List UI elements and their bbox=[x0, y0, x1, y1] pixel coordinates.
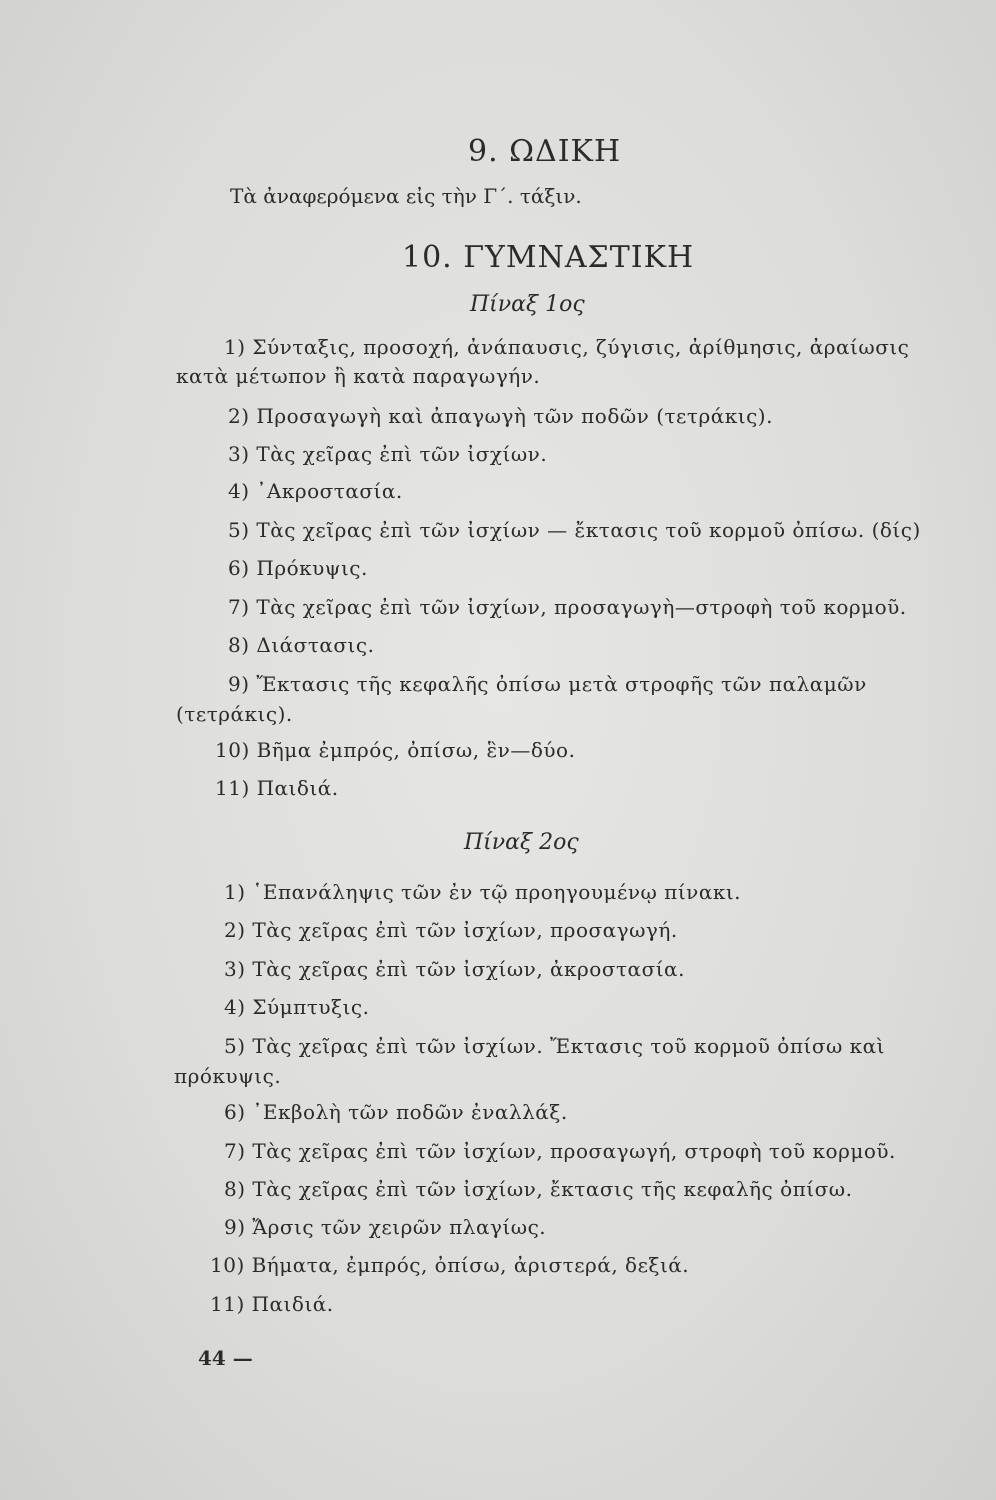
table-1-title: Πίναξ 1ος bbox=[470, 292, 585, 317]
table-2-line: 11) Παιδιά. bbox=[210, 1292, 334, 1316]
table-1-line: 5) Τὰς χεῖρας ἐπὶ τῶν ἰσχίων — ἔκτασις τοῦ κορμοῦ ὀπίσω. (δίς) bbox=[228, 518, 921, 542]
table-2-line: 5) Τὰς χεῖρας ἐπὶ τῶν ἰσχίων. Ἔκτασις τοῦ κορμοῦ ὀπίσω καὶ bbox=[224, 1034, 885, 1058]
section-9-title: 9. ΩΔΙΚΗ bbox=[468, 134, 622, 169]
table-1-line: 4) ᾿Ακροστασία. bbox=[228, 479, 403, 503]
table-1-line: 7) Τὰς χεῖρας ἐπὶ τῶν ἰσχίων, προσαγωγὴ—στροφὴ τοῦ κορμοῦ. bbox=[228, 595, 907, 619]
table-1-line: 1) Σύνταξις, προσοχή, ἀνάπαυσις, ζύγισις, ἀρίθμησις, ἀραίωσις bbox=[224, 335, 910, 359]
table-1-line: κατὰ μέτωπον ἢ κατὰ παραγωγήν. bbox=[176, 364, 541, 388]
table-1-line: 6) Πρόκυψις. bbox=[228, 556, 368, 580]
table-1-line: 2) Προσαγωγὴ καὶ ἀπαγωγὴ τῶν ποδῶν (τετράκις). bbox=[228, 404, 773, 428]
table-2-line: 3) Τὰς χεῖρας ἐπὶ τῶν ἰσχίων, ἀκροστασία. bbox=[224, 957, 685, 981]
table-1-line: 11) Παιδιά. bbox=[215, 776, 339, 800]
table-2-line: πρόκυψις. bbox=[174, 1064, 282, 1088]
table-2-line: 4) Σύμπτυξις. bbox=[224, 995, 370, 1019]
table-2-title: Πίναξ 2ος bbox=[464, 830, 579, 855]
table-2-line: 6) ᾿Εκβολὴ τῶν ποδῶν ἐναλλάξ. bbox=[224, 1100, 568, 1124]
table-1-line: 9) Ἔκτασις τῆς κεφαλῆς ὀπίσω μετὰ στροφῆς τῶν παλαμῶν bbox=[228, 672, 867, 696]
table-2-line: 1) ῾Επανάληψις τῶν ἐν τῷ προηγουμένῳ πίνακι. bbox=[224, 880, 742, 904]
table-2-line: 10) Βήματα, ἐμπρός, ὀπίσω, ἀριστερά, δεξιά. bbox=[210, 1253, 690, 1277]
table-1-line: (τετράκις). bbox=[176, 702, 293, 726]
table-1-line: 10) Βῆμα ἐμπρός, ὀπίσω, ἓν—δύο. bbox=[215, 738, 576, 762]
table-2-line: 7) Τὰς χεῖρας ἐπὶ τῶν ἰσχίων, προσαγωγή, στροφὴ τοῦ κορμοῦ. bbox=[224, 1139, 896, 1163]
table-2-line: 9) Ἄρσις τῶν χειρῶν πλαγίως. bbox=[224, 1215, 547, 1239]
table-2-line: 8) Τὰς χεῖρας ἐπὶ τῶν ἰσχίων, ἔκτασις τῆς κεφαλῆς ὀπίσω. bbox=[224, 1177, 853, 1201]
section-10-title: 10. ΓΥΜΝΑΣΤΙΚΗ bbox=[402, 240, 695, 275]
page-number: 44 — bbox=[198, 1346, 253, 1370]
table-1-line: 3) Τὰς χεῖρας ἐπὶ τῶν ἰσχίων. bbox=[228, 442, 548, 466]
section-9-text: Τὰ ἀναφερόμενα εἰς τὴν Γ΄. τάξιν. bbox=[230, 184, 582, 208]
table-2-line: 2) Τὰς χεῖρας ἐπὶ τῶν ἰσχίων, προσαγωγή. bbox=[224, 918, 678, 942]
table-1-line: 8) Διάστασις. bbox=[228, 633, 375, 657]
